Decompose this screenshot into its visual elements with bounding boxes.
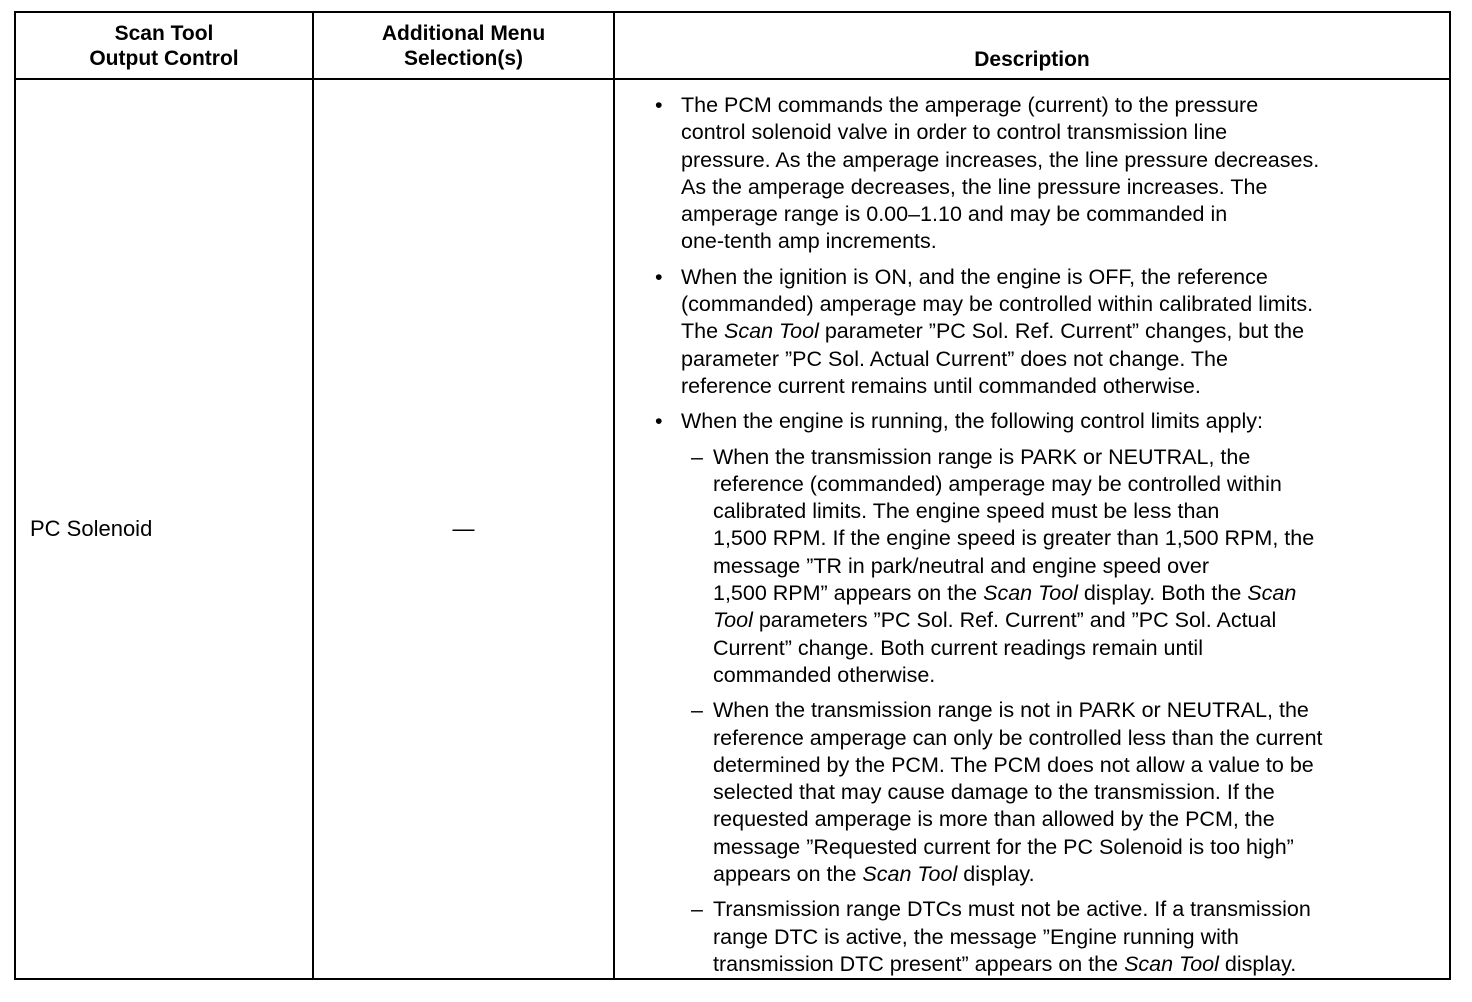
bullet-mark: •: [655, 264, 663, 289]
text-line: determined by the PCM. The PCM does not allow a value to be: [713, 752, 1314, 777]
text-line: 1,500 RPM. If the engine speed is greater than 1,500 RPM, the: [713, 526, 1315, 551]
text-line: [713, 861, 1443, 888]
text-line: When the transmission range is not in PARK or NEUTRAL, the: [713, 698, 1309, 723]
description-bullet: [653, 92, 1443, 256]
header-menu-selections: [314, 13, 613, 78]
header-description: [615, 13, 1449, 78]
text-run: parameter ”PC Sol. Ref. Current” changes, but the: [818, 319, 1305, 344]
text-line: When the engine is running, the following control limits apply:: [681, 409, 1264, 434]
menu-selection-value: —: [452, 516, 475, 541]
text-run-italic: Scan Tool: [724, 319, 819, 344]
text-line: calibrated limits. The engine speed must be less than: [713, 499, 1220, 524]
table-header-row: [16, 13, 1449, 80]
text-run-italic: Scan Tool: [983, 581, 1078, 606]
header-line: Selection(s): [403, 46, 524, 70]
text-line: one-tenth amp increments.: [681, 229, 937, 254]
text-line: range DTC is active, the message ”Engine running with: [713, 924, 1239, 949]
text-line: reference amperage can only be controlled less than the current: [713, 725, 1323, 750]
text-line: message ”TR in park/neutral and engine speed over: [713, 553, 1209, 578]
text-line: [713, 607, 1443, 634]
text-line: When the ignition is ON, and the engine is OFF, the reference: [681, 264, 1268, 289]
dash-mark: –: [691, 698, 703, 723]
header-line: Output Control: [89, 46, 239, 70]
text-line: As the amperage decreases, the line pressure increases. The: [681, 174, 1268, 199]
text-run-italic: Tool: [713, 608, 753, 633]
bullet-mark: •: [655, 93, 663, 117]
text-line: parameter ”PC Sol. Actual Current” does not change. The: [681, 346, 1228, 371]
text-line: requested amperage is more than allowed by the PCM, the: [713, 807, 1275, 832]
text-run: The: [681, 319, 725, 344]
text-run: display. Both the: [1077, 581, 1248, 606]
text-line: reference (commanded) amperage may be controlled within: [713, 471, 1282, 496]
text-run: parameters ”PC Sol. Ref. Current” and ”PC Sol. Actual: [752, 608, 1277, 633]
text-line: reference current remains until commanded otherwise.: [681, 373, 1201, 398]
header-line: Scan Tool: [114, 21, 214, 45]
text-line: Transmission range DTCs must not be active. If a transmission: [713, 897, 1311, 922]
header-line: Description: [974, 48, 1090, 71]
text-line: control solenoid valve in order to control transmission line: [681, 120, 1228, 145]
text-line: message ”Requested current for the PC Solenoid is too high”: [713, 834, 1294, 859]
text-line: (commanded) amperage may be controlled within calibrated limits.: [681, 292, 1314, 317]
output-control-table: [14, 11, 1451, 980]
text-line: [713, 951, 1443, 978]
description-sub-item: [653, 697, 1443, 888]
text-line: When the transmission range is PARK or NEUTRAL, the: [713, 444, 1251, 469]
text-line: commanded otherwise.: [713, 662, 936, 687]
description-sub-item: [653, 896, 1443, 978]
description-cell: [653, 92, 1443, 986]
text-line: [713, 580, 1443, 607]
text-line: pressure. As the amperage increases, the line pressure decreases.: [681, 147, 1320, 172]
header-line: Additional Menu: [381, 21, 546, 45]
text-run-italic: Scan Tool: [1124, 951, 1219, 976]
dash-mark: –: [691, 897, 703, 922]
text-line: [681, 318, 1443, 345]
text-run-italic: Scan Tool: [862, 862, 958, 887]
description-sub-item: [653, 444, 1443, 690]
header-output-control: [16, 13, 312, 78]
text-line: Current” change. Both current readings remain until: [713, 635, 1203, 660]
bullet-mark: •: [655, 409, 663, 434]
menu-selection-cell: [314, 80, 613, 978]
table-row: [16, 80, 1449, 978]
output-control-value: PC Solenoid: [30, 516, 153, 541]
description-bullet: [653, 408, 1443, 435]
text-line: selected that may cause damage to the transmission. If the: [713, 780, 1275, 805]
text-line: amperage range is 0.00–1.10 and may be commanded in: [681, 202, 1228, 227]
text-run: display.: [957, 862, 1035, 887]
dash-mark: –: [691, 444, 703, 469]
text-run-italic: Scan: [1247, 581, 1297, 606]
text-run: appears on the: [713, 862, 863, 887]
output-control-cell: [30, 80, 310, 978]
text-line: The PCM commands the amperage (current) to the pressure: [681, 93, 1259, 117]
text-run: transmission DTC present” appears on the: [713, 951, 1125, 976]
text-run: display.: [1218, 951, 1297, 976]
description-bullet: [653, 264, 1443, 400]
text-run: 1,500 RPM” appears on the: [713, 581, 984, 606]
